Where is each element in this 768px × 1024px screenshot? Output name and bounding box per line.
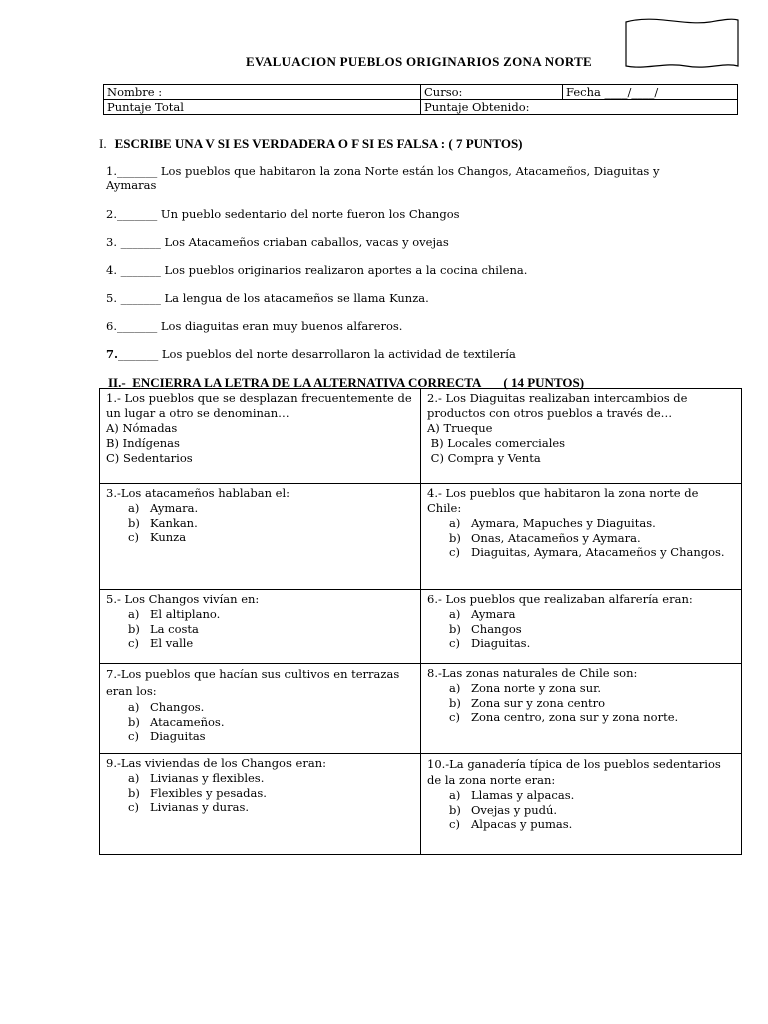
option[interactable]: B) Locales comerciales	[427, 436, 566, 450]
option[interactable]: C) Sedentarios	[106, 451, 193, 465]
option[interactable]	[128, 729, 414, 744]
section-1-title: ESCRIBE UNA V SI ES VERDADERA O F SI ES FALSA : ( 7 PUNTOS)	[114, 136, 523, 151]
option-letter: b)	[128, 621, 140, 636]
option-letter: c)	[449, 545, 460, 559]
name-field[interactable]: Nombre :	[104, 85, 421, 100]
option-letter: a)	[449, 681, 461, 695]
tf-item-6[interactable]	[106, 319, 706, 333]
option-letter: c)	[449, 817, 460, 831]
option[interactable]	[128, 622, 414, 637]
question-text: 4.- Los pueblos que habitaron la zona norte de Chile:	[427, 486, 699, 515]
option-text: Changos.	[150, 700, 205, 714]
option[interactable]	[128, 607, 414, 622]
option[interactable]	[449, 607, 735, 622]
option-letter: c)	[128, 636, 139, 650]
question-text: 6.- Los pueblos que realizaban alfarería eran:	[427, 592, 693, 606]
options	[106, 771, 414, 815]
question-cell-3	[100, 484, 421, 590]
option-text: El altiplano.	[150, 607, 221, 621]
option[interactable]	[128, 700, 414, 715]
question-text: 10.-La ganadería típica de los pueblos sedentarios de la zona norte eran:	[427, 757, 721, 787]
section-1-number: I.	[99, 136, 107, 151]
option-text: Zona centro, zona sur y zona norte.	[471, 710, 679, 724]
question-text: 1.- Los pueblos que se desplazan frecuentemente de un lugar a otro se denominan…	[106, 391, 412, 420]
tf-number: 6.	[106, 319, 117, 333]
option[interactable]	[128, 530, 414, 545]
course-field[interactable]: Curso:	[421, 85, 563, 100]
tf-item-4[interactable]	[106, 263, 706, 277]
option-letter: b)	[128, 714, 140, 729]
option-text: Aymara, Mapuches y Diaguitas.	[471, 516, 656, 530]
multiple-choice-table	[99, 388, 742, 855]
option[interactable]: C) Compra y Venta	[427, 451, 541, 465]
option-letter: c)	[449, 710, 460, 724]
option-text: Kankan.	[150, 515, 198, 530]
option-letter: b)	[449, 802, 461, 817]
option-letter: a)	[128, 501, 140, 515]
option[interactable]	[128, 771, 414, 786]
question-cell-7	[100, 664, 421, 754]
option-text: Kunza	[150, 530, 187, 544]
option-letter: a)	[449, 607, 461, 621]
question-text: 8.-Las zonas naturales de Chile son:	[427, 666, 638, 680]
tf-text: _______ Los diaguitas eran muy buenos alfareros.	[116, 319, 403, 333]
tf-number: 3.	[106, 235, 117, 249]
option-letter: a)	[449, 788, 461, 802]
tf-text: _______ Los pueblos que habitaron la zona Norte están los Changos, Atacameños, Diaguitas y Aymaras	[106, 164, 660, 192]
option[interactable]	[449, 817, 735, 832]
tf-item-1[interactable]	[106, 164, 706, 192]
option-text: Diaguitas	[150, 729, 206, 743]
tf-item-3[interactable]	[106, 235, 706, 249]
question-text: 3.-Los atacameños hablaban el:	[106, 486, 290, 500]
option[interactable]: A) Trueque	[427, 421, 493, 435]
options	[427, 516, 735, 560]
option-text: Ovejas y pudú.	[471, 802, 558, 817]
option[interactable]	[128, 516, 414, 531]
question-cell-1	[100, 389, 421, 484]
question-cell-9	[100, 754, 421, 855]
option[interactable]	[128, 715, 414, 730]
options	[106, 700, 414, 744]
option-letter: b)	[449, 621, 461, 636]
option-letter: b)	[449, 695, 461, 710]
option-letter: b)	[128, 515, 140, 530]
option[interactable]	[449, 531, 735, 546]
question-text: 5.- Los Changos vivían en:	[106, 592, 260, 606]
student-info-table	[103, 84, 738, 115]
tf-item-7[interactable]	[106, 347, 706, 361]
question-cell-4	[421, 484, 742, 590]
option-text: Diaguitas, Aymara, Atacameños y Changos.	[471, 545, 725, 559]
question-text: 7.-Los pueblos que hacían sus cultivos en terrazas eran los:	[106, 667, 400, 698]
options	[427, 681, 735, 725]
question-text: 9.-Las viviendas de los Changos eran:	[106, 756, 326, 770]
tf-text: _______ La lengua de los atacameños se llama Kunza.	[116, 291, 429, 305]
option-text: Aymara	[471, 607, 516, 621]
option[interactable]	[449, 788, 735, 803]
option[interactable]	[449, 681, 735, 696]
option-letter: b)	[449, 530, 461, 545]
question-cell-2	[421, 389, 742, 484]
option[interactable]	[449, 622, 735, 637]
option-text: La costa	[150, 621, 199, 636]
date-field[interactable]: Fecha ____/____/	[563, 85, 738, 100]
tf-number: 2.	[106, 207, 117, 221]
option-text: Livianas y duras.	[150, 800, 249, 814]
tf-number: 7.	[106, 347, 119, 361]
option[interactable]	[449, 710, 735, 725]
tf-text: _______ Los pueblos originarios realizaron aportes a la cocina chilena.	[116, 263, 528, 277]
question-cell-8	[421, 664, 742, 754]
option-text: Aymara.	[150, 501, 199, 515]
option-text: Llamas y alpacas.	[471, 788, 575, 802]
option-letter: a)	[128, 700, 140, 714]
option-text: Zona norte y zona sur.	[471, 681, 601, 695]
option-letter: a)	[128, 607, 140, 621]
option[interactable]	[449, 803, 735, 818]
option-text: Flexibles y pesadas.	[150, 785, 267, 800]
question-text: 2.- Los Diaguitas realizaban intercambios de productos con otros pueblos a través de…	[427, 391, 688, 420]
option[interactable]	[128, 786, 414, 801]
option[interactable]	[449, 545, 735, 560]
tf-number: 4.	[106, 263, 117, 277]
section-1-heading	[99, 136, 523, 152]
tf-text: _______ Un pueblo sedentario del norte fueron los Changos	[116, 207, 460, 221]
option-text: Changos	[471, 621, 522, 636]
question-cell-5	[100, 590, 421, 664]
option[interactable]	[128, 800, 414, 815]
question-cell-10	[421, 754, 742, 855]
question-cell-6	[421, 590, 742, 664]
options	[106, 421, 414, 466]
options	[427, 607, 735, 651]
tf-text: _______ Los Atacameños criaban caballos, vacas y ovejas	[116, 235, 449, 249]
option-letter: c)	[128, 729, 139, 743]
obtained-score-field[interactable]: Puntaje Obtenido:	[421, 100, 738, 115]
option-text: Atacameños.	[150, 714, 225, 729]
options	[427, 421, 735, 466]
option-letter: a)	[128, 771, 140, 785]
options	[106, 501, 414, 545]
option-letter: c)	[128, 800, 139, 814]
option-letter: c)	[449, 636, 460, 650]
page-title: EVALUACION PUEBLOS ORIGINARIOS ZONA NORTE	[245, 54, 593, 69]
option[interactable]	[449, 516, 735, 531]
option-text: Diaguitas.	[471, 636, 531, 650]
option[interactable]: B) Indígenas	[106, 436, 180, 450]
options	[427, 788, 735, 832]
option-text: Zona sur y zona centro	[471, 695, 606, 710]
option[interactable]	[449, 636, 735, 651]
option[interactable]	[128, 636, 414, 651]
options	[106, 607, 414, 651]
option-letter: c)	[128, 530, 139, 544]
section-2-heading: II.- ENCIERRA LA LETRA DE LA ALTERNATIVA CORRECTA ( 14 PUNTOS)	[108, 375, 585, 390]
option-text: Alpacas y pumas.	[471, 817, 573, 831]
option-letter: b)	[128, 785, 140, 800]
option-text: Livianas y flexibles.	[150, 771, 265, 785]
tf-item-2[interactable]	[106, 207, 706, 221]
option[interactable]: A) Nómadas	[106, 421, 178, 435]
tf-number: 5.	[106, 291, 117, 305]
tf-item-5[interactable]	[106, 291, 706, 305]
option[interactable]	[128, 501, 414, 516]
tf-text: _______ Los pueblos del norte desarrollaron la actividad de textilería	[118, 347, 516, 361]
option-text: Onas, Atacameños y Aymara.	[471, 530, 641, 545]
option[interactable]	[449, 696, 735, 711]
option-text: El valle	[150, 636, 194, 650]
option-letter: a)	[449, 516, 461, 530]
total-score-field: Puntaje Total	[104, 100, 421, 115]
tf-number: 1.	[106, 164, 117, 178]
